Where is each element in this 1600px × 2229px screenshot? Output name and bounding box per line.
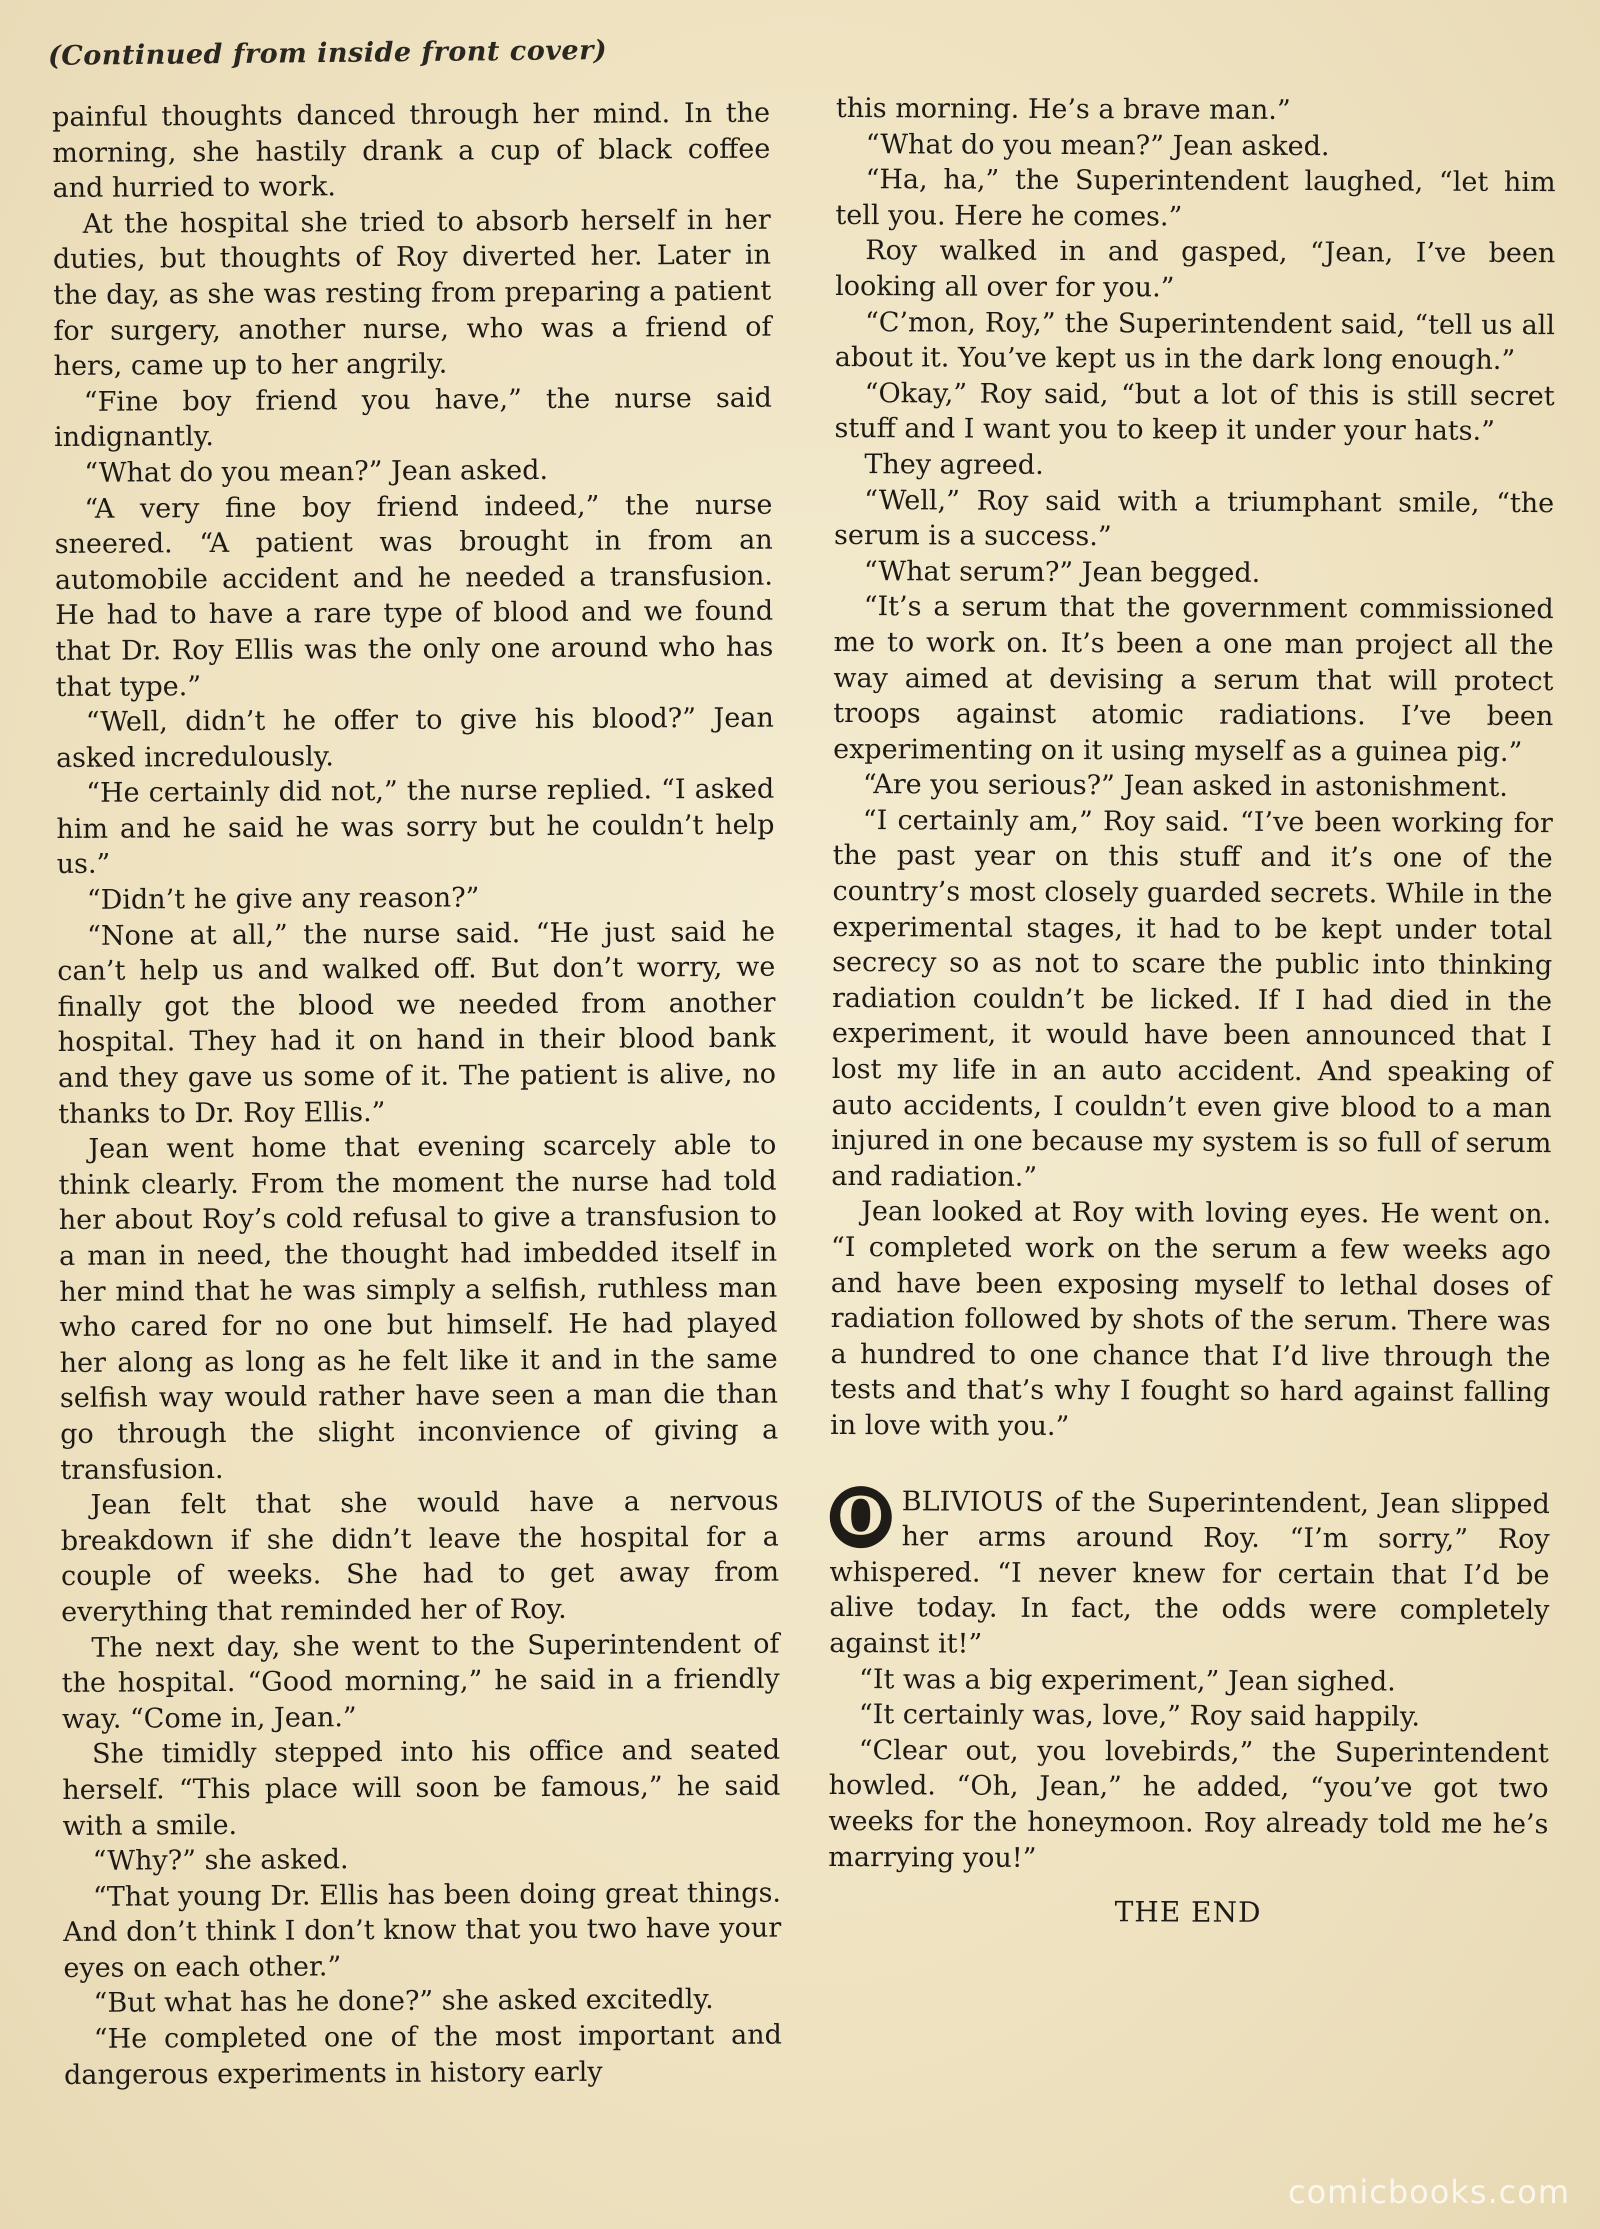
story-paragraph: “It’s a serum that the government commissioned me to work on. It’s been a one man project all the way aimed at devising a serum that will protect troops against atomic radiations. I’ve been experimenting on it using myself as a guinea pig.”	[833, 591, 1554, 768]
story-paragraph: “Well, didn’t he offer to give his blood?” Jean asked incredulously.	[55, 702, 774, 774]
story-paragraph: “Ha, ha,” the Superintendent laughed, “let him tell you. Here he comes.”	[835, 164, 1556, 233]
site-watermark: comicbooks.com	[1287, 2173, 1570, 2211]
story-paragraph: “I certainly am,” Roy said. “I’ve been working for the past year on this stuff and it’s one of the country’s most closely guarded secrets. While in the experimental stages, it had to be kept under total secrecy so as not to scare the public into thinking radiation couldn’t be licked. If I had died in the experiment, it would have been announced that I lost my life in an auto accident. And speaking of auto accidents, I couldn’t even give blood to a man injured in one because my system is so full of serum and radiation.”	[831, 804, 1553, 1193]
story-paragraph: At the hospital she tried to absorb herself in her duties, but thoughts of Roy diverted her. Later in the day, as she was resting from preparing a patient for surgery, another nurse, who was a friend of hers, came up to her angrily.	[52, 204, 772, 383]
story-paragraph: Jean felt that she would have a nervous breakdown if she didn’t leave the hospital for a couple of weeks. She had to get away from everything that reminded her of Roy.	[60, 1485, 780, 1628]
story-paragraph: “Why?” she asked.	[92, 1844, 349, 1877]
story-paragraph: “Well,” Roy said with a triumphant smile, “the serum is a success.”	[833, 484, 1555, 553]
story-paragraph: Roy walked in and gasped, “Jean, I’ve been looking all over for you.”	[835, 235, 1556, 304]
story-paragraph: “He certainly did not,” the nurse replied. “I asked him and he said he was sorry but he couldn’t help us.”	[56, 773, 775, 881]
story-paragraph: “What serum?” Jean begged.	[863, 555, 1261, 589]
dropcap-paragraph	[829, 1484, 1550, 1665]
story-paragraph: “C’mon, Roy,” the Superintendent said, “tell us all about it. You’ve kept us in the dark long enough.”	[834, 306, 1556, 377]
story-paragraph: “None at all,” the nurse said. “He just said he can’t help us and walked off. But don’t worry, we finally got the blood we needed from another hospital. They had it on hand in their blood bank and they gave us some of it. The patient is alive, no thanks to Dr. Roy Ellis.”	[57, 916, 777, 1130]
story-paragraph: “Clear out, you lovebirds,” the Superintendent howled. “Oh, Jean,” he added, “you’ve got two weeks for the honeymoon. Roy already told me he’s marrying you!”	[828, 1734, 1549, 1874]
story-paragraph: “But what has he done?” she asked excitedly.	[93, 1984, 714, 2020]
right-text-column	[828, 91, 1556, 1932]
story-paragraph: They agreed.	[864, 449, 1044, 481]
story-paragraph: “Didn’t he give any reason?”	[86, 882, 480, 916]
continuation-header: (Continued from inside front cover)	[47, 35, 608, 72]
story-paragraph: “What do you mean?” Jean asked.	[84, 454, 549, 489]
story-paragraph: this morning. He’s a brave man.”	[835, 92, 1291, 126]
story-paragraph: “He completed one of the most important and dangerous experiments in history early	[63, 2019, 782, 2091]
story-paragraph: “Fine boy friend you have,” the nurse said indignantly.	[53, 382, 772, 454]
story-paragraph: The next day, she went to the Superintendent of the hospital. “Good morning,” he said in a friendly way. “Come in, Jean.”	[61, 1628, 780, 1735]
left-text-column	[52, 96, 782, 2094]
dropcap-letter: O	[830, 1486, 892, 1548]
story-paragraph: “It certainly was, love,” Roy said happily.	[858, 1699, 1421, 1733]
story-paragraph: Jean looked at Roy with loving eyes. He went on. “I completed work on the serum a few weeks ago and have been exposing myself to lethal doses of radiation followed by shots of the serum. There was a hundred to one chance that I’d live through the tests and that’s why I fought so hard against falling in love with you.”	[830, 1196, 1552, 1442]
story-paragraph: “Okay,” Roy said, “but a lot of this is still secret stuff and I want you to keep it under your hats.”	[834, 377, 1555, 448]
dropcap-paragraph-text: BLIVIOUS of the Superintendent, Jean slipped her arms around Roy. “I’m sorry,” Roy whispered. “I never knew for certain that I’d be alive today. In fact, the odds were completely against it!”	[829, 1485, 1550, 1660]
story-paragraph: “Are you serious?” Jean asked in astonishment.	[862, 769, 1508, 804]
the-end-label: THE END	[1114, 1895, 1262, 1929]
story-paragraph: She timidly stepped into his office and seated herself. “This place will soon be famous,” he said with a smile.	[62, 1734, 781, 1842]
story-paragraph: “A very fine boy friend indeed,” the nurse sneered. “A patient was brought in from an automobile accident and he needed a transfusion. He had to have a rare type of blood and we found that Dr. Roy Ellis was the only one around who has that type.”	[54, 489, 774, 703]
story-paragraph: “That young Dr. Ellis has been doing great things. And don’t think I don’t know that you two have your eyes on each other.”	[63, 1877, 782, 1984]
story-paragraph: “What do you mean?” Jean asked.	[865, 128, 1330, 162]
story-paragraph: Jean went home that evening scarcely able to think clearly. From the moment the nurse had told her about Roy’s cold refusal to give a transfusion to a man in need, the thought had imbedded itself in her mind that he was simply a selfish, ruthless man who cared for no one but himself. He had played her along as long as he felt like it and in the same selfish way would rather have seen a man die than go through the slight inconvience of giving a transfusion.	[58, 1129, 779, 1486]
story-paragraph: “It was a big experiment,” Jean sighed.	[859, 1663, 1396, 1697]
story-paragraph: painful thoughts danced through her mind. In the morning, she hastily drank a cup of black coffee and hurried to work.	[52, 97, 771, 205]
